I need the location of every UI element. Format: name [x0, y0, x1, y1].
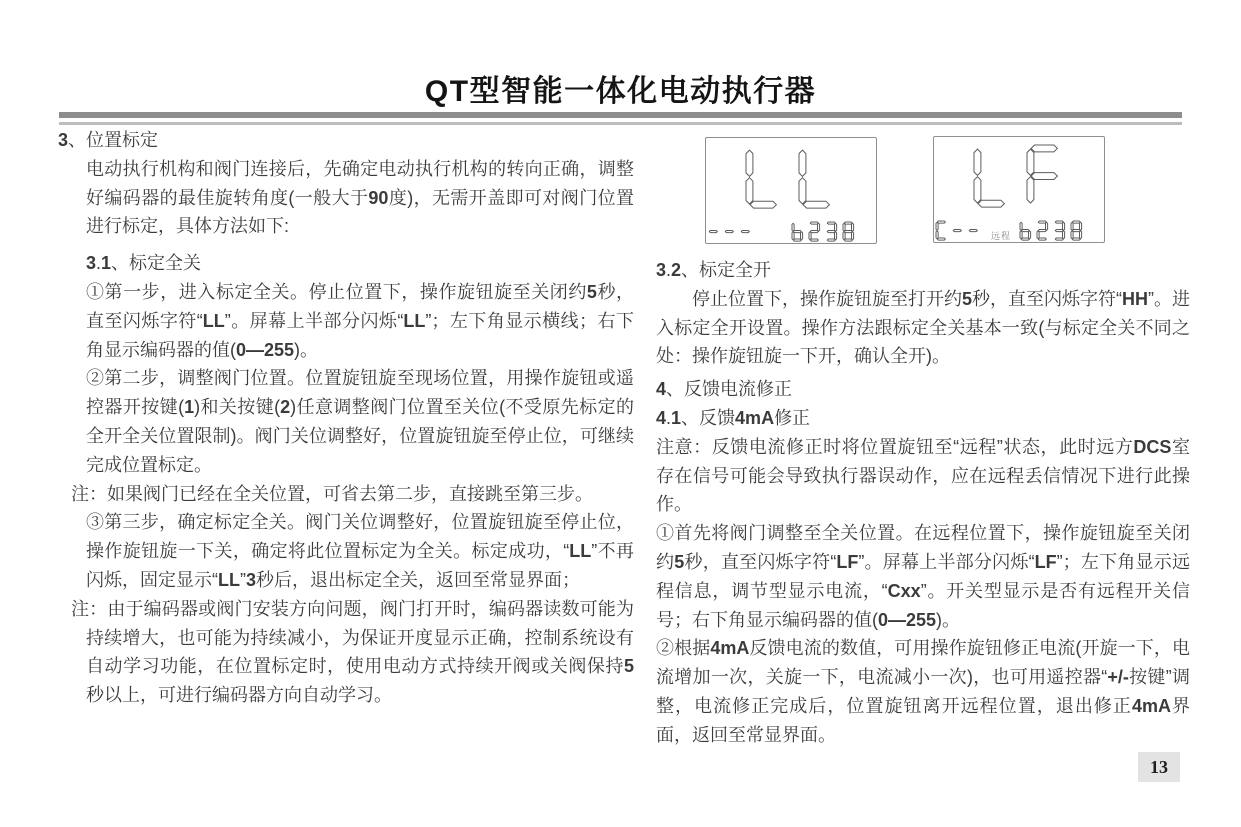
page-number: 13 [1138, 752, 1180, 782]
section-4-1-step1: ①首先将阀门调整至全关位置。在远程位置下，操作旋钮旋至关闭约5秒，直至闪烁字符“LF”。屏幕上半部分闪烁“LF”；左下角显示远程信息，调节型显示电流，“Cxx”。开关型显示是否有远程开关信号；右下角显示编码器的值(0—255)。 [656, 523, 1190, 630]
section-4-1-heading: 4.1、反馈4mA修正 [656, 407, 811, 428]
section-3-1-step1: ①第一步，进入标定全关。停止位置下，操作旋钮旋至关闭约5秒，直至闪烁字符“LL”。屏幕上半部分闪烁“LL”；左下角显示横线；右下角显示编码器的值(0—255)。 [86, 281, 635, 360]
seven-segment-display [934, 137, 1104, 242]
section-4-1-notice: 注意：反馈电流修正时将位置旋钮至“远程”状态，此时远方DCS室存在信号可能会导致执行器误动作，应在远程丢信情况下进行此操作。 [656, 436, 1190, 515]
section-3-1-note2: 注：由于编码器或阀门安装方向问题，阀门打开时，编码器读数可能为持续增大，也可能为持续减小，为保证开度显示正确，控制系统设有自动学习功能，在位置标定时，使用电动方式持续开阀或关阀保持5秒以上，可进行编码器方向自动学习。 [71, 598, 634, 706]
section-3-intro: 电动执行机构和阀门连接后，先确定电动执行机构的转向正确，调整好编码器的最佳旋转角度(一般大于90度)，无需开盖即可对阀门位置进行标定，具体方法如下: [86, 158, 635, 237]
lcd-display-close-calibration [705, 137, 877, 244]
section-4-heading: 4、反馈电流修正 [656, 379, 793, 400]
section-4-1-step2: ②根据4mA反馈电流的数值，可用操作旋钮修正电流(开旋一下，电流增加一次，关旋一下，电流减小一次)，也可用遥控器“+/-按键”调整，电流修正完成后，位置旋钮离开远程位置，退出修正4mA界面，返回至常显界面。 [656, 638, 1191, 745]
lcd-remote-tag: 远程 [991, 231, 1012, 241]
title-divider-light [59, 122, 1182, 125]
seven-segment-display [706, 138, 876, 243]
section-3-2-body: 停止位置下，操作旋钮旋至打开约5秒，直至闪烁字符“HH”。进入标定全开设置。操作方法跟标定全关基本一致(与标定全关不同之处：操作旋钮旋一下开，确认全开)。 [656, 288, 1191, 367]
section-3-1-step2: ②第二步，调整阀门位置。位置旋钮旋至现场位置，用操作旋钮或遥控器开按键(1)和关按键(2)任意调整阀门位置至关位(不受原先标定的全开全关位置限制)。阀门关位调整好，位置旋钮旋至停止位，可继续完成位置标定。 [86, 368, 634, 475]
section-3-1-step3: ③第三步，确定标定全关。阀门关位调整好，位置旋钮旋至停止位，操作旋钮旋一下关，确定将此位置标定为全关。标定成功，“LL”不再闪烁，固定显示“LL”3秒后，退出标定全关，返回至常显界面； [86, 512, 634, 590]
page-title: QT型智能一体化电动执行器 [424, 75, 817, 108]
section-3-1-heading: 3.1、标定全关 [86, 253, 202, 274]
right-column [656, 256, 1190, 750]
lcd-display-remote-close [933, 136, 1105, 243]
section-3-1-note1: 注：如果阀门已经在全关位置，可省去第二步，直接跳至第三步。 [71, 483, 593, 504]
left-column [58, 126, 634, 710]
section-3-body [71, 155, 635, 710]
title-divider-dark [59, 112, 1182, 118]
section-3-2-heading: 3.2、标定全开 [656, 260, 772, 280]
section-3-heading: 3、位置标定 [58, 130, 159, 150]
